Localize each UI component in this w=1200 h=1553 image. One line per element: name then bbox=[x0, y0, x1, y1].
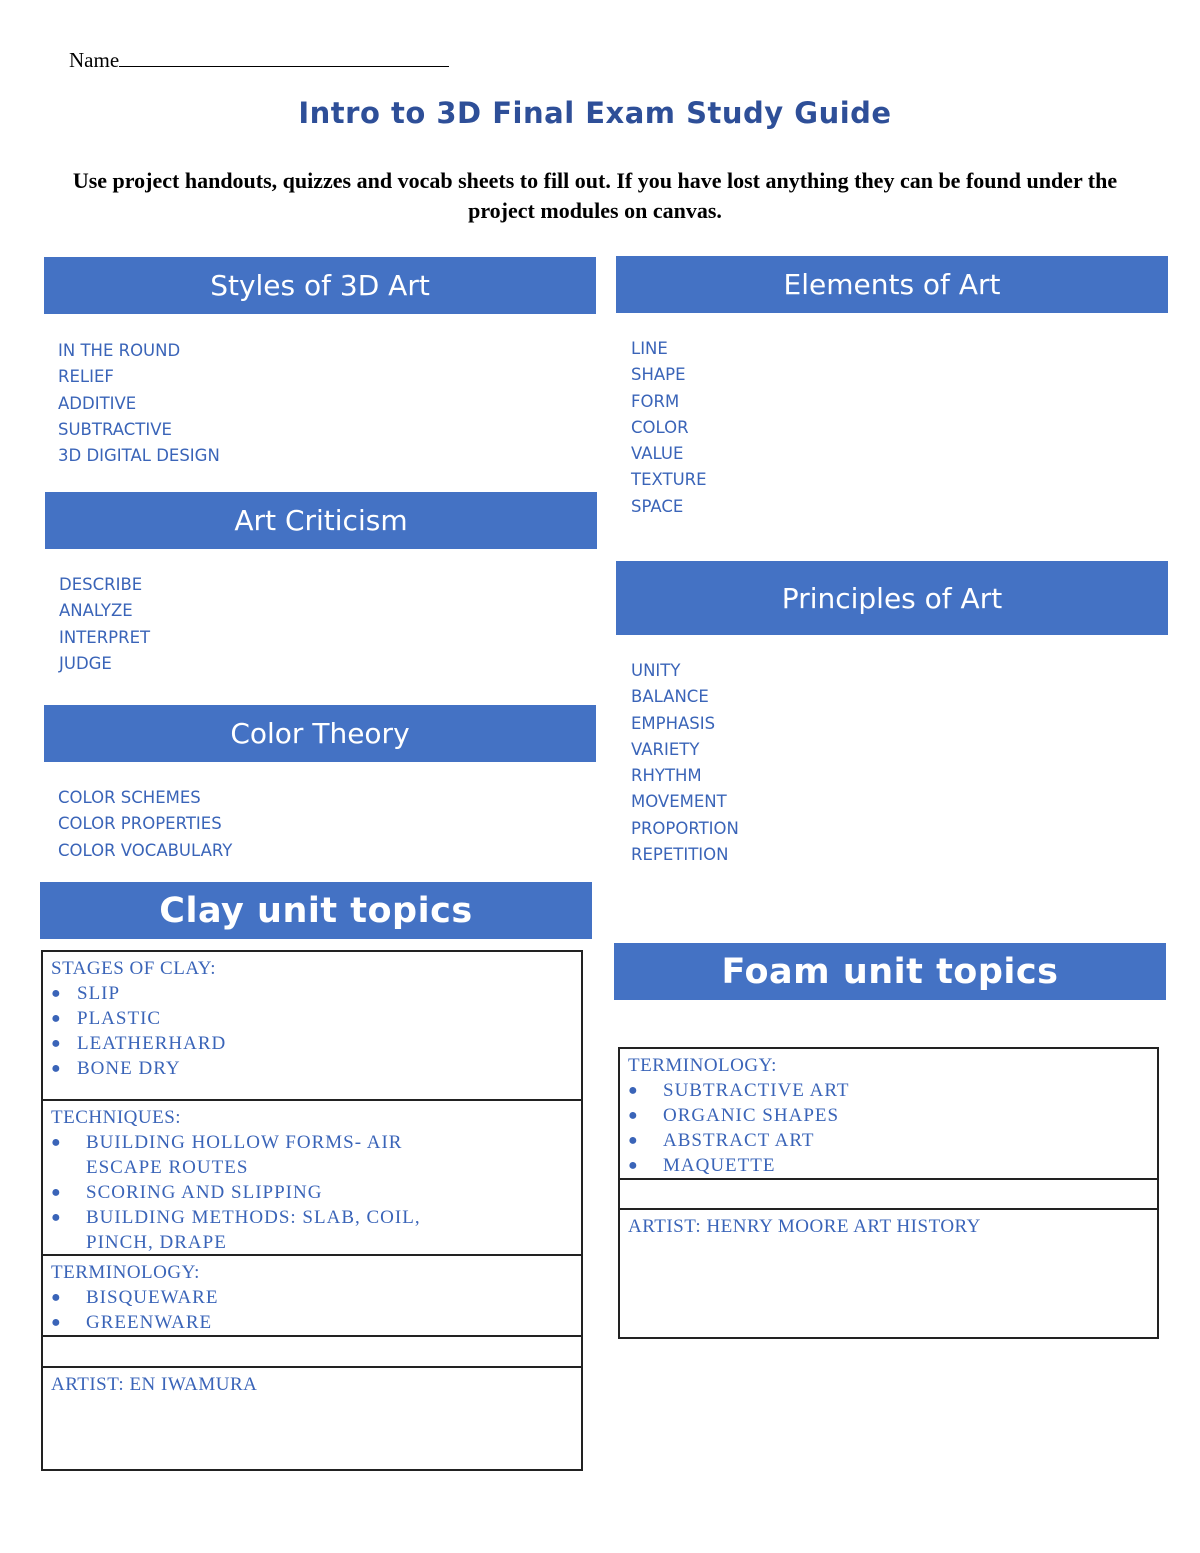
bullet-icon: ● bbox=[51, 1289, 62, 1306]
name-label: Name bbox=[69, 48, 120, 72]
bullet-icon: ● bbox=[51, 1209, 62, 1226]
list-item: IN THE ROUND bbox=[58, 341, 181, 360]
list-item: ● SLIP bbox=[51, 983, 121, 1004]
list-item: ● ORGANIC SHAPES bbox=[628, 1105, 840, 1126]
color-theory-banner: Color Theory bbox=[44, 705, 596, 762]
clay-artist-cell bbox=[43, 1368, 581, 1469]
foam-terminology-heading: TERMINOLOGY: bbox=[628, 1055, 777, 1076]
bullet-icon: ● bbox=[51, 1010, 62, 1027]
list-item: SPACE bbox=[631, 496, 684, 516]
list-item: DESCRIBE bbox=[59, 575, 143, 594]
list-item: 3D DIGITAL DESIGN bbox=[58, 446, 220, 466]
list-item: VALUE bbox=[631, 444, 684, 464]
list-item: UNITY bbox=[631, 661, 681, 680]
list-item: ● LEATHERHARD bbox=[51, 1033, 227, 1054]
list-item: COLOR PROPERTIES bbox=[58, 814, 222, 834]
list-item: JUDGE bbox=[59, 653, 112, 673]
list-item: ● BUILDING METHODS: SLAB, COIL, PINCH, DRAPE bbox=[51, 1207, 421, 1253]
bullet-icon: ● bbox=[51, 1060, 62, 1077]
bullet-icon: ● bbox=[628, 1157, 639, 1174]
list-item: COLOR VOCABULARY bbox=[58, 840, 233, 860]
elements-banner: Elements of Art bbox=[616, 256, 1168, 313]
list-item: ● BONE DRY bbox=[51, 1058, 181, 1079]
list-item: ● BISQUEWARE bbox=[51, 1287, 219, 1308]
clay-banner: Clay unit topics bbox=[40, 882, 592, 939]
list-item: PROPORTION bbox=[631, 818, 739, 838]
list-item: SUBTRACTIVE bbox=[58, 419, 172, 439]
foam-banner: Foam unit topics bbox=[614, 943, 1166, 1000]
list-item: COLOR SCHEMES bbox=[58, 788, 201, 807]
list-item: SHAPE bbox=[631, 365, 686, 385]
name-blank-line bbox=[119, 46, 449, 67]
list-item: VARIETY bbox=[631, 739, 700, 759]
list-item: TEXTURE bbox=[631, 470, 707, 490]
list-item: LINE bbox=[631, 339, 668, 358]
list-item: ● ABSTRACT ART bbox=[628, 1130, 815, 1151]
styles-3d-banner: Styles of 3D Art bbox=[44, 257, 596, 314]
list-item: RHYTHM bbox=[631, 766, 702, 786]
clay-techniques-heading: TECHNIQUES: bbox=[51, 1107, 182, 1128]
list-item: ● MAQUETTE bbox=[628, 1155, 776, 1176]
list-item: BALANCE bbox=[631, 687, 709, 707]
art-criticism-banner: Art Criticism bbox=[45, 492, 597, 549]
bullet-icon: ● bbox=[628, 1082, 639, 1099]
bullet-icon: ● bbox=[51, 1035, 62, 1052]
list-item: ● GREENWARE bbox=[51, 1312, 213, 1333]
list-item: INTERPRET bbox=[59, 627, 151, 647]
list-item: ● BUILDING HOLLOW FORMS- AIR ESCAPE ROUTES bbox=[51, 1132, 403, 1178]
list-item: COLOR bbox=[631, 417, 689, 437]
name-field bbox=[69, 46, 449, 73]
foam-empty-cell bbox=[620, 1180, 1157, 1210]
list-item: MOVEMENT bbox=[631, 792, 727, 812]
foam-terminology-list bbox=[628, 1078, 1149, 1178]
list-item: FORM bbox=[631, 391, 680, 411]
clay-techniques-cell bbox=[43, 1101, 581, 1256]
list-item: ADDITIVE bbox=[58, 393, 137, 413]
list-item: RELIEF bbox=[58, 367, 114, 387]
bullet-icon: ● bbox=[51, 1184, 62, 1201]
clay-stages-cell bbox=[43, 952, 581, 1101]
foam-artist: ARTIST: HENRY MOORE ART HISTORY bbox=[628, 1216, 981, 1237]
clay-terminology-cell bbox=[43, 1256, 581, 1337]
clay-terminology-list bbox=[51, 1285, 573, 1335]
clay-stages-heading: STAGES OF CLAY: bbox=[51, 958, 217, 979]
bullet-icon: ● bbox=[51, 1134, 62, 1151]
principles-list bbox=[631, 658, 739, 868]
list-item: ● SUBTRACTIVE ART bbox=[628, 1080, 850, 1101]
bullet-icon: ● bbox=[628, 1107, 639, 1124]
bullet-icon: ● bbox=[628, 1132, 639, 1149]
clay-techniques-list bbox=[51, 1130, 481, 1255]
clay-terminology-heading: TERMINOLOGY: bbox=[51, 1262, 200, 1283]
list-item: ● SCORING AND SLIPPING bbox=[51, 1182, 323, 1203]
principles-banner: Principles of Art bbox=[616, 561, 1168, 635]
list-item: EMPHASIS bbox=[631, 713, 716, 733]
elements-list bbox=[631, 336, 707, 520]
foam-artist-cell bbox=[620, 1210, 1157, 1337]
color-theory-list bbox=[58, 785, 232, 864]
list-item: ANALYZE bbox=[59, 601, 133, 621]
list-item: REPETITION bbox=[631, 845, 729, 865]
clay-table bbox=[41, 950, 583, 1471]
list-item: ● PLASTIC bbox=[51, 1008, 162, 1029]
clay-artist: ARTIST: EN IWAMURA bbox=[51, 1374, 258, 1395]
bullet-icon: ● bbox=[51, 985, 62, 1002]
bullet-icon: ● bbox=[51, 1314, 62, 1331]
clay-stages-list bbox=[51, 981, 573, 1081]
page-title: Intro to 3D Final Exam Study Guide bbox=[298, 96, 892, 130]
foam-table bbox=[618, 1047, 1159, 1339]
art-criticism-list bbox=[59, 572, 150, 677]
styles-3d-list bbox=[58, 338, 220, 469]
instructions: Use project handouts, quizzes and vocab sheets to fill out. If you have lost anything they can be found under the project modules on canvas. bbox=[72, 168, 1118, 223]
clay-empty-cell bbox=[43, 1337, 581, 1368]
foam-terminology-cell bbox=[620, 1049, 1157, 1180]
